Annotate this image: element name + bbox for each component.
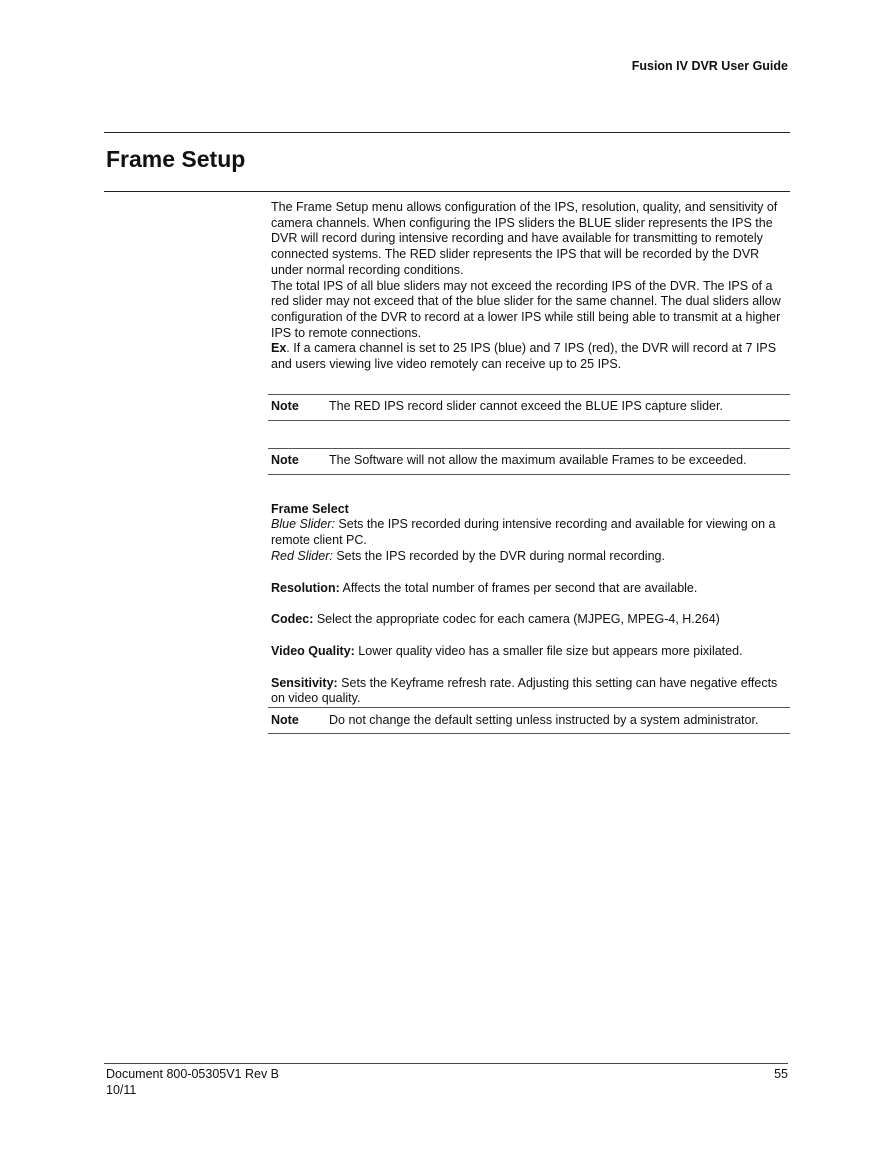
- video-quality-description: [271, 644, 790, 660]
- resolution-description: [271, 581, 790, 597]
- red-slider-label: Red Slider:: [271, 548, 333, 563]
- codec-label: Codec:: [271, 612, 314, 627]
- footer-document-info: [106, 1067, 279, 1098]
- example-paragraph: [271, 341, 790, 372]
- blue-slider-label: Blue Slider:: [271, 517, 335, 532]
- note-label: Note: [271, 712, 299, 727]
- red-slider-text: Sets the IPS recorded by the DVR during normal recording.: [332, 548, 665, 563]
- note-box: [268, 707, 790, 734]
- note-label: Note: [271, 453, 299, 468]
- sensitivity-label: Sensitivity:: [271, 675, 338, 690]
- example-text: . If a camera channel is set to 25 IPS (blue) and 7 IPS (red), the DVR will record at 7 IPS and users viewing live video remotely can receive up to 25 IPS.: [271, 341, 777, 372]
- note-box: [268, 448, 790, 475]
- sensitivity-text: Sets the Keyframe refresh rate. Adjusting this setting can have negative effects on video quality.: [271, 675, 778, 706]
- resolution-text: Affects the total number of frames per second that are available.: [339, 580, 698, 595]
- example-label: Ex: [271, 341, 287, 356]
- codec-description: [271, 612, 790, 628]
- title-top-rule: [104, 132, 790, 133]
- resolution-label: Resolution:: [271, 580, 340, 595]
- blue-slider-description: [271, 517, 790, 548]
- note-text: The RED IPS record slider cannot exceed the BLUE IPS capture slider.: [329, 399, 723, 414]
- note-text: Do not change the default setting unless instructed by a system administrator.: [329, 712, 759, 727]
- note-label: Note: [271, 399, 299, 414]
- page-title: Frame Setup: [106, 146, 246, 172]
- video-quality-label: Video Quality:: [271, 643, 355, 658]
- guide-title: Fusion IV DVR User Guide: [631, 59, 788, 73]
- main-content: [271, 200, 790, 734]
- note-box: [268, 394, 790, 421]
- sensitivity-description: [271, 676, 790, 707]
- note-text: The Software will not allow the maximum available Frames to be exceeded.: [329, 453, 747, 468]
- blue-slider-text: Sets the IPS recorded during intensive recording and available for viewing on a remote client PC.: [271, 517, 776, 548]
- intro-paragraph-1: The Frame Setup menu allows configuration of the IPS, resolution, quality, and sensitivity of camera channels. When configuring the IPS sliders the BLUE slider represents the IPS the DVR will record during intensive recording and have available for transmitting to remotely connected systems. The RED slider represents the IPS that will be recorded by the DVR under normal recording conditions.: [271, 200, 778, 277]
- document-number: Document 800-05305V1 Rev B: [106, 1067, 280, 1081]
- codec-text: Select the appropriate codec for each camera (MJPEG, MPEG-4, H.264): [313, 612, 720, 627]
- page-number: 55: [774, 1067, 788, 1081]
- video-quality-text: Lower quality video has a smaller file size but appears more pixilated.: [354, 643, 743, 658]
- intro-paragraph-2: The total IPS of all blue sliders may not exceed the recording IPS of the DVR. The IPS of a red slider may not exceed that of the blue slider for the same channel. The dual sliders allow configuration of the DVR to record at a lower IPS while still being able to transmit at a higher IPS to remote connections.: [271, 278, 781, 340]
- footer-rule: [104, 1063, 788, 1064]
- title-bottom-rule: [104, 191, 790, 192]
- frame-select-heading: Frame Select: [271, 501, 349, 516]
- red-slider-description: [271, 549, 790, 565]
- document-date: 10/11: [106, 1082, 137, 1097]
